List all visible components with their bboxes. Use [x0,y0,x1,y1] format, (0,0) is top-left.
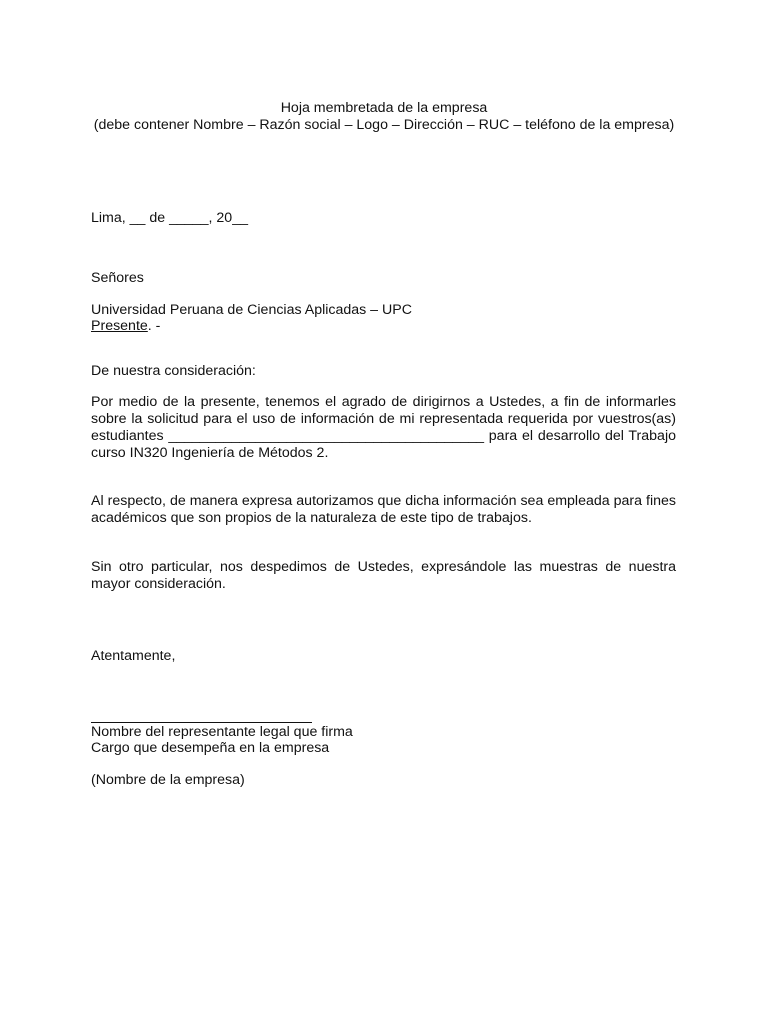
presente-word: Presente [91,318,148,334]
paragraph1-line3: estudiantes ________________________________________ para el desarrollo del Trabajo [91,428,676,444]
greeting: De nuestra consideración: [91,363,256,379]
signature-line [91,722,312,723]
signer-position: Cargo que desempeña en la empresa [91,740,330,756]
paragraph1-line1: Por medio de la presente, tenemos el agrado de dirigirnos a Ustedes, a fin de informarles [91,394,676,410]
paragraph3-line1: Sin otro particular, nos despedimos de Ustedes, expresándole las muestras de nuestra [91,559,676,575]
salutation: Señores [91,270,144,286]
paragraph1-line4: curso IN320 Ingeniería de Métodos 2. [91,445,329,461]
presente-line [91,318,160,335]
date-line: Lima, __ de _____, 20__ [91,210,248,226]
paragraph1-line2: sobre la solicitud para el uso de información de mi representada requerida por vuestros(as) [91,411,676,427]
recipient: Universidad Peruana de Ciencias Aplicadas – UPC [91,302,412,318]
paragraph2-line1: Al respecto, de manera expresa autorizamos que dicha información sea empleada para fines [91,493,676,509]
presente-suffix: . - [147,318,161,334]
company-name: (Nombre de la empresa) [91,772,245,788]
letterhead-subtitle: (debe contener Nombre – Razón social – Logo – Dirección – RUC – teléfono de la empresa) [93,117,675,133]
paragraph3-line2: mayor consideración. [91,576,226,592]
paragraph2-line2: académicos que son propios de la naturaleza de este tipo de trabajos. [91,510,532,526]
closing: Atentamente, [91,648,176,664]
signer-name: Nombre del representante legal que firma [91,724,353,740]
letterhead-title: Hoja membretada de la empresa [280,100,488,116]
